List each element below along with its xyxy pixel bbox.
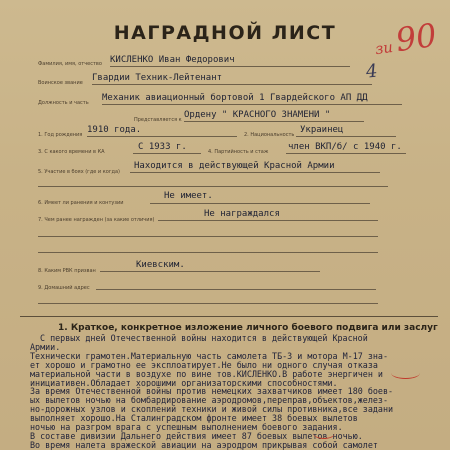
citation-line: За время Отечественной войны против немецких захватчиков имеет 180 боев- [30,387,394,397]
wounds-label: 6. Имеет ли ранения и контузии [38,200,124,206]
army-since-underline [133,153,201,154]
rvk-value: Киевским. [136,260,185,270]
rvk-label: 8. Каким РВК призван [38,268,96,274]
citation-line: ночью на разгром врага с успешным выполнением боевого задания. [30,423,343,432]
name-value: КИСЛЕНКО Иван Федорович [110,55,235,65]
prev-awards-value: Не награждался [204,209,280,219]
citation-text [30,334,440,450]
prev-awards-underline-2 [38,236,378,237]
citation-line: Во время налета вражеской авиации на аэродром прикрывая собой самолет [30,440,378,450]
wounds-value: Не имеет. [164,191,213,201]
citation-line: Технически грамотен.Материальную часть самолета ТБ-3 и мотора М-17 зна- [30,351,388,361]
document-title: НАГРАДНОЙ ЛИСТ [113,22,337,44]
party-value: член ВКП/б/ с 1940 г. [288,142,402,152]
rank-label: Воинское звание [38,80,83,86]
citation-line: Армии. [30,342,61,352]
prev-awards-underline-3 [38,252,378,253]
section-1-title: 1. Краткое, конкретное изложение личного боевого подвига или заслуг [58,323,438,333]
combat-underline-2 [38,186,388,187]
red-underline-mark [391,367,420,379]
citation-line: ет хорошо и грамотно ее эксплоатирует.Не было ни одного случая отказа [30,360,378,370]
address-underline [96,289,376,290]
nationality-underline [296,136,396,137]
award-underline [184,121,364,122]
citation-line: выполняет хорошо.На Сталинградском фронте имеет 38 боевых вылетов [30,414,358,424]
section-divider [20,316,438,317]
award-label: Представляется к [134,117,182,123]
address-underline-2 [38,303,378,304]
archive-number-stamp [372,16,439,62]
address-label: 9. Домашний адрес [38,285,90,291]
army-since-value: С 1933 г. [138,142,187,152]
rvk-underline [100,271,320,272]
nationality-value: Украинец [300,125,344,135]
name-underline [110,66,350,67]
prev-awards-underline [158,220,378,221]
citation-line: С первых дней Отечественной войны находится в действующей Красной [40,334,368,343]
award-value: Ордену " КРАСНОГО ЗНАМЕНИ " [184,110,331,120]
birth-label: 1. Год рождения [38,132,83,138]
red-underline-mark [313,427,335,439]
rank-value: Гвардии Техник-Лейтенант [92,73,223,83]
wounds-underline [150,203,370,204]
post-label: Должность и часть [38,100,89,106]
combat-value: Находится в действующей Красной Армии [134,161,335,171]
party-underline [286,153,406,154]
birth-underline [87,136,237,137]
combat-underline [130,172,380,173]
rank-underline [92,84,372,85]
handwritten-mark: 4 [364,60,379,83]
prev-awards-label: 7. Чем ранее награжден (за какие отличия) [38,217,155,223]
combat-label: 5. Участие в боях (где и когда) [38,169,120,175]
citation-line: материальной части в воздухе по вине тов.КИСЛЕНКО.В работе энергичен и [30,369,383,379]
nationality-label: 2. Национальность [244,132,295,138]
citation-line: инициативен.Обладает хорошими организаторскими способностями. [30,378,338,388]
stamp-prefix: зи [373,37,395,59]
citation-line: В составе дивизии Дальнего действия имеет 87 боевых вылетов ночью. [30,431,363,441]
citation-line: ых вылетов ночью на бомбардирование аэродромов,переправ,объектов,желез- [30,396,388,406]
post-value: Механик авиационный бортовой 1 Гвардейского АП ДД [102,93,368,103]
citation-line: но-дорожных узлов и скоплений техники и живой силы противника,все задани [30,405,394,415]
post-underline [102,104,402,105]
army-since-label: 3. С какого времени в КА [38,149,105,155]
party-label: 4. Партийность и стаж [208,149,269,155]
birth-value: 1910 года. [87,125,142,135]
stamp-number: 90 [393,15,439,60]
name-label: Фамилия, имя, отчество [38,61,102,67]
